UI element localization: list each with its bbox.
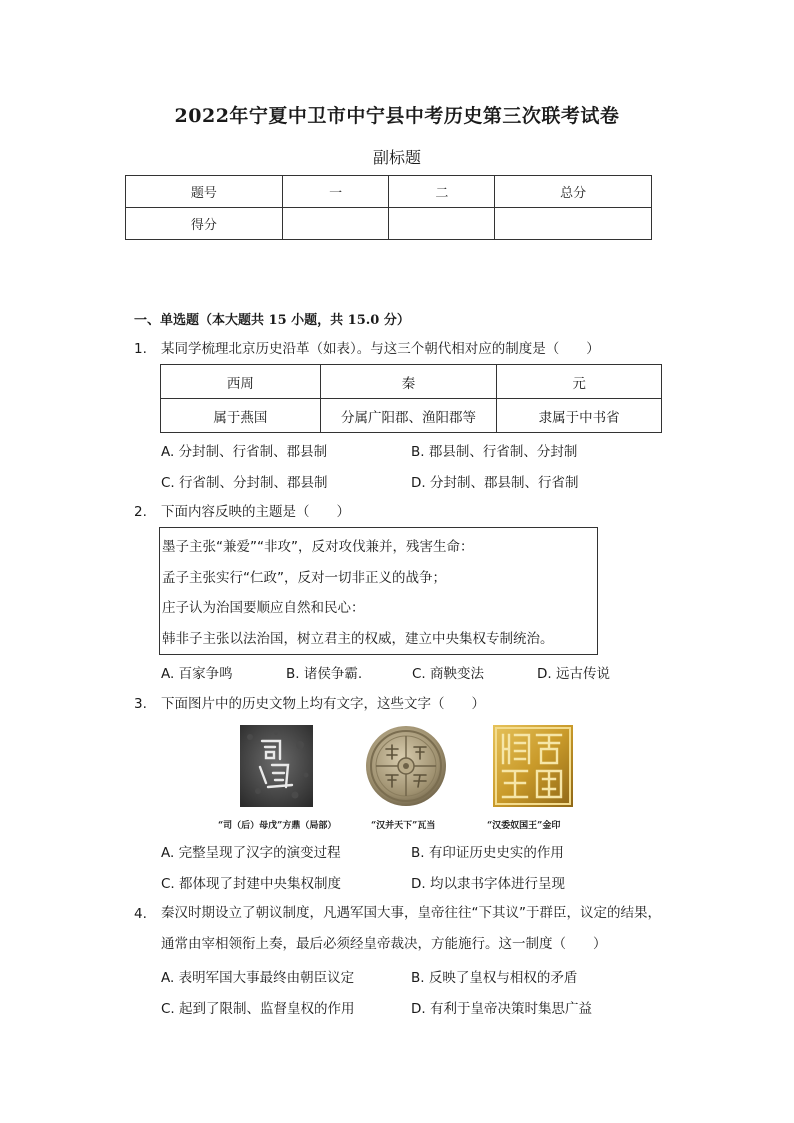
table-row <box>126 176 652 208</box>
option-c[interactable]: C. 都体现了封建中央集权制度 <box>161 876 342 892</box>
page-title: 2022年宁夏中卫市中宁县中考历史第三次联考试卷 <box>174 105 620 127</box>
score-table <box>125 175 652 240</box>
ding-inscription-image <box>240 725 313 807</box>
quote-line: 庄子认为治国要顺应自然和民心： <box>162 600 365 616</box>
option-a[interactable]: A. 分封制、行省制、郡县制 <box>161 444 328 460</box>
question-stem: 下面内容反映的主题是（ ） <box>161 504 350 520</box>
table-cell: 属于燕国 <box>161 399 321 433</box>
option-b[interactable]: B. 诸侯争霸. <box>286 666 363 682</box>
option-d[interactable]: D. 均以隶书字体进行呈现 <box>411 876 565 892</box>
table-cell: 题号 <box>126 176 283 208</box>
question-number: 1. <box>134 341 147 357</box>
table-row <box>161 365 662 399</box>
tile-end-image <box>364 725 448 807</box>
table-header: 西周 <box>161 365 321 399</box>
table-header: 秦 <box>320 365 497 399</box>
option-b[interactable]: B. 反映了皇权与相权的矛盾 <box>411 970 578 986</box>
table-cell: 隶属于中书省 <box>497 399 662 433</box>
table-cell: 一 <box>282 176 389 208</box>
table-cell: 总分 <box>495 176 652 208</box>
option-c[interactable]: C. 行省制、分封制、郡县制 <box>161 475 328 491</box>
gold-seal-image <box>493 725 573 807</box>
option-c[interactable]: C. 起到了限制、监督皇权的作用 <box>161 1001 355 1017</box>
option-a[interactable]: A. 表明军国大事最终由朝臣议定 <box>161 970 355 986</box>
question-stem: 秦汉时期设立了朝议制度，凡遇军国大事，皇帝往往“下其议”于群臣，议定的结果，通常由宰相领衔上奏，最后必须经皇帝裁决，方能施行。这一制度（ ） <box>161 905 661 952</box>
score-input-cell[interactable] <box>495 208 652 240</box>
score-input-cell[interactable] <box>389 208 495 240</box>
history-table <box>160 364 662 433</box>
image-caption: “司（后）母戊”方鼎（局部） <box>218 821 337 831</box>
page-subtitle: 副标题 <box>372 148 421 167</box>
option-a[interactable]: A. 完整呈现了汉字的演变过程 <box>161 845 341 861</box>
question-number: 2. <box>134 504 147 520</box>
option-b[interactable]: B. 郡县制、行省制、分封制 <box>411 444 578 460</box>
option-d[interactable]: D. 远古传说 <box>537 666 610 682</box>
quote-line: 孟子主张实行“仁政”，反对一切非正义的战争； <box>162 569 446 586</box>
option-b[interactable]: B. 有印证历史史实的作用 <box>411 845 564 861</box>
option-c[interactable]: C. 商鞅变法 <box>412 666 485 682</box>
option-d[interactable]: D. 有利于皇帝决策时集思广益 <box>411 1001 592 1017</box>
table-row <box>126 208 652 240</box>
question-number: 4. <box>134 906 147 922</box>
table-header: 元 <box>497 365 662 399</box>
option-a[interactable]: A. 百家争鸣 <box>161 666 233 682</box>
table-cell: 分属广阳郡、渔阳郡等 <box>320 399 497 433</box>
table-cell: 得分 <box>126 208 283 240</box>
option-d[interactable]: D. 分封制、郡县制、行省制 <box>411 475 579 491</box>
question-number: 3. <box>134 696 147 712</box>
image-caption: “汉委奴国王”金印 <box>487 821 561 831</box>
section-title: 一、单选题（本大题共 15 小题，共 15.0 分） <box>134 313 410 328</box>
quote-box <box>159 527 598 655</box>
question-stem: 下面图片中的历史文物上均有文字，这些文字（ ） <box>161 696 485 712</box>
image-caption: “汉并天下”瓦当 <box>371 821 436 831</box>
table-row <box>161 399 662 433</box>
question-stem: 某同学梳理北京历史沿革（如表）。与这三个朝代相对应的制度是（ ） <box>161 341 600 357</box>
score-input-cell[interactable] <box>282 208 389 240</box>
table-cell: 二 <box>389 176 495 208</box>
quote-line: 墨子主张“兼爱”“非攻”，反对攻伐兼并，残害生命： <box>162 539 474 555</box>
quote-line: 韩非子主张以法治国，树立君主的权威，建立中央集权专制统治。 <box>162 630 554 647</box>
